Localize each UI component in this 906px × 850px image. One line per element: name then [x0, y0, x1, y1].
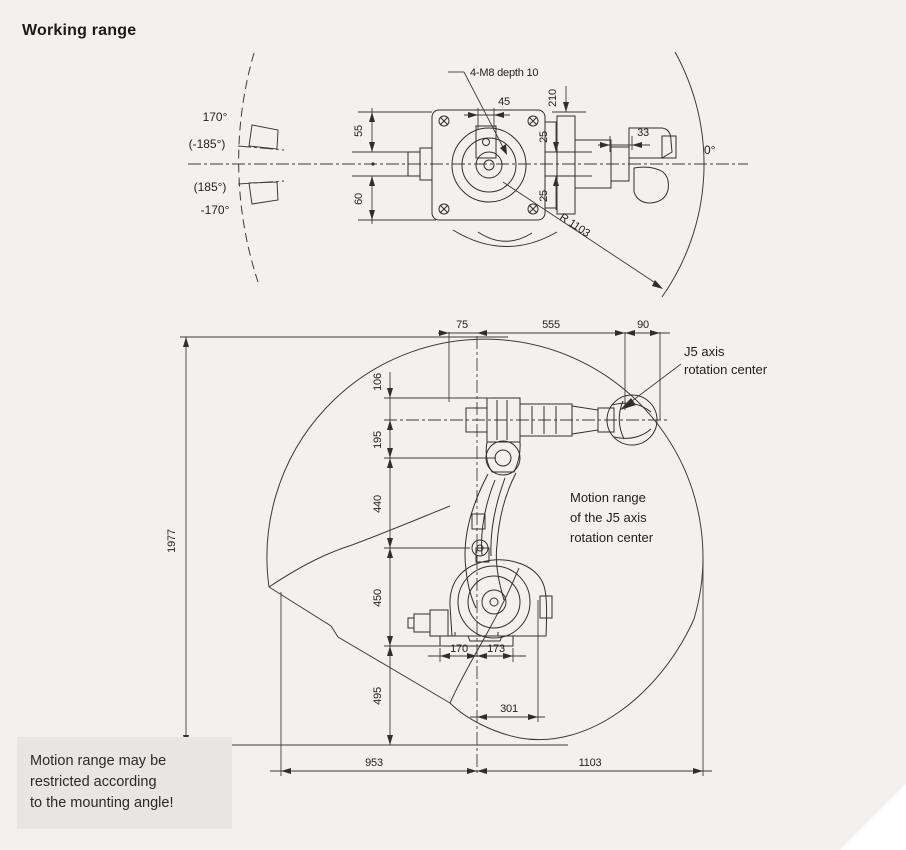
dim-195: 195 [372, 431, 384, 449]
side-view [166, 319, 768, 776]
envelope-cut-upper [269, 506, 450, 587]
dim-301: 301 [500, 703, 518, 715]
mounting-note-line3: to the mounting angle! [30, 795, 174, 811]
dim-25-lower: 25 [538, 190, 550, 202]
dim-60: 60 [353, 193, 365, 205]
sweep-arc-right [662, 52, 704, 297]
motion-note-line2: of the J5 axis [570, 510, 647, 525]
mounting-note-box [17, 737, 232, 829]
robot-top-view [408, 110, 676, 247]
dim-55: 55 [353, 125, 365, 137]
dim-106: 106 [372, 373, 384, 391]
dim-210: 210 [547, 89, 559, 107]
dim-173: 173 [487, 643, 505, 655]
motion-note-line3: rotation center [570, 530, 654, 545]
j5-label-line2: rotation center [684, 362, 768, 377]
angle-0: 0° [704, 143, 716, 157]
dim-1977: 1977 [166, 529, 178, 553]
dim-45: 45 [498, 96, 510, 108]
limit-wedge-upper [249, 125, 278, 149]
angle-185: (185°) [193, 180, 227, 194]
mounting-note-line2: restricted according [30, 774, 157, 790]
envelope-cut-diagonal [269, 587, 450, 703]
angle-170: 170° [202, 110, 228, 124]
dim-33: 33 [637, 127, 649, 139]
page-title: Working range [22, 22, 137, 39]
j5-label-line1: J5 axis [684, 344, 725, 359]
top-view [188, 52, 748, 297]
mounting-note-line1: Motion range may be [30, 753, 167, 769]
dim-25-upper: 25 [538, 131, 550, 143]
corner-cut [840, 784, 906, 850]
dim-555: 555 [542, 319, 560, 331]
dim-170: 170 [450, 643, 468, 655]
dim-953: 953 [365, 757, 383, 769]
dim-440: 440 [372, 495, 384, 513]
thread-note: 4-M8 depth 10 [470, 67, 539, 79]
dim-radius: R 1103 [557, 211, 592, 240]
dim-90: 90 [637, 319, 649, 331]
angle-minus185: (-185°) [188, 137, 226, 151]
angle-minus170: -170° [200, 203, 230, 217]
motion-note-line1: Motion range [570, 490, 646, 505]
centerline-node [371, 162, 374, 165]
limit-wedge-lower [249, 182, 278, 204]
dim-450: 450 [372, 589, 384, 607]
dim-495: 495 [372, 687, 384, 705]
dim-75: 75 [456, 319, 468, 331]
dim-1103: 1103 [578, 757, 602, 769]
sweep-arc-left [239, 53, 258, 282]
